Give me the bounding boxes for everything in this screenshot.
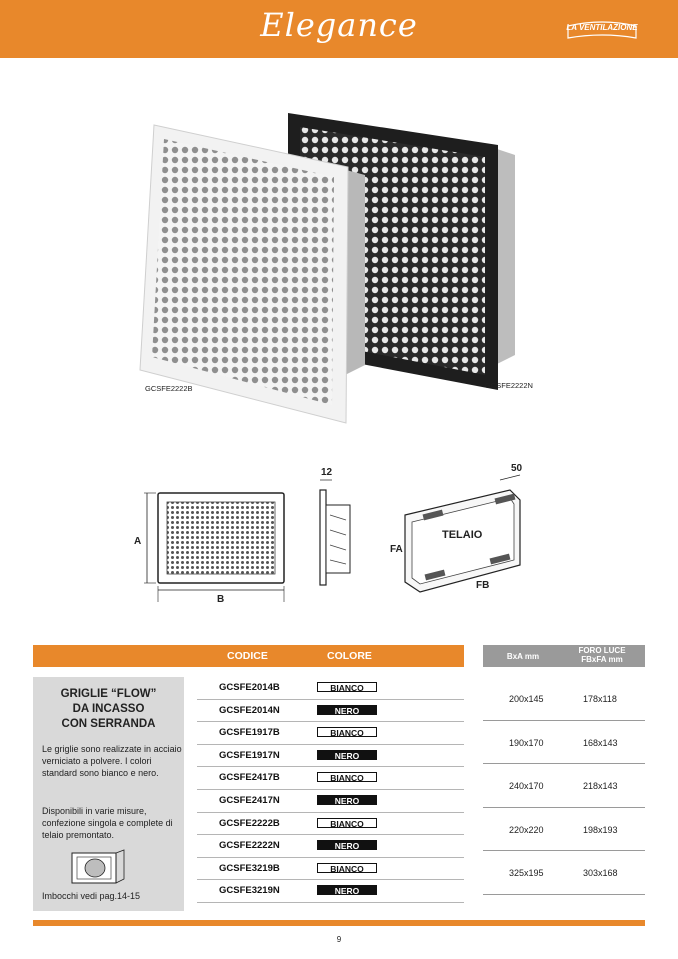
row-color-badge: BIANCO: [317, 727, 377, 737]
product-description-1: Le griglie sono realizzate in acciaio verniciato a polvere. I colori standard sono bianco e nero.: [42, 744, 182, 779]
row-code: GCSFE2417N: [219, 794, 280, 806]
table-row: [197, 767, 464, 790]
dimensions-header: [483, 645, 645, 667]
page-number: 9: [336, 935, 342, 944]
row-foro: 178x118: [583, 694, 617, 704]
table-row: [197, 790, 464, 813]
header-bar: [0, 0, 678, 58]
header-foro-1: FORO LUCE: [578, 646, 626, 655]
row-bxa: 325x195: [509, 868, 544, 879]
label-telaio: TELAIO: [442, 529, 483, 541]
product-footnote: Imbocchi vedi pag.14-15: [42, 891, 141, 901]
table-row: [483, 764, 645, 808]
table-header: [33, 645, 464, 667]
row-code: GCSFE2222B: [219, 817, 280, 829]
table-row: [197, 835, 464, 858]
spigot-icon: [69, 847, 129, 887]
white-grille: [140, 125, 365, 423]
table-row: [197, 722, 464, 745]
brand-logo: [566, 20, 638, 42]
label-a: A: [134, 536, 142, 547]
caption-white-grille: GCSFE2222B: [145, 384, 193, 393]
table-row: [197, 677, 464, 700]
frame-diagram: [390, 463, 523, 592]
row-bxa: 190x170: [509, 737, 544, 748]
table-row: [197, 813, 464, 836]
table-row: [483, 808, 645, 852]
header-foro-2: FBxFA mm: [581, 655, 623, 664]
row-code: GCSFE1917N: [219, 749, 280, 761]
row-code: GCSFE2014B: [219, 682, 280, 693]
label-fa: FA: [390, 544, 403, 555]
table-row: [197, 700, 464, 723]
row-code: GCSFE2417B: [219, 772, 280, 784]
row-bxa: 200x145: [509, 694, 544, 704]
row-foro: 303x168: [583, 868, 618, 879]
row-code: GCSFE3219B: [219, 862, 280, 874]
header-bxa: BxA mm: [506, 652, 540, 661]
row-color-badge: NERO: [317, 705, 377, 715]
product-title: [33, 687, 184, 732]
product-description-panel: [33, 677, 184, 911]
row-foro: 198x193: [583, 824, 618, 835]
table-row: [197, 880, 464, 903]
footer-bar: [33, 920, 645, 926]
row-color-badge: NERO: [317, 840, 377, 850]
side-view-diagram: [320, 467, 350, 585]
row-color-badge: BIANCO: [317, 863, 377, 873]
row-color-badge: NERO: [317, 795, 377, 805]
logo-text: LA VENTILAZIONE: [566, 23, 638, 32]
row-bxa: 240x170: [509, 781, 544, 792]
table-row: [483, 851, 645, 895]
product-title-line-2: DA INCASSO: [72, 703, 145, 715]
row-code: GCSFE2222N: [219, 840, 280, 852]
table-row: [197, 745, 464, 768]
product-title-line-1: GRIGLIE “FLOW”: [60, 688, 157, 700]
codes-table: [197, 677, 464, 903]
label-fb: FB: [476, 580, 490, 591]
header-code: CODICE: [227, 650, 268, 662]
caption-black-grille: GCSFE2222N: [485, 381, 533, 390]
table-row: [483, 721, 645, 765]
row-color-badge: NERO: [317, 885, 377, 895]
label-frame-depth: 50: [511, 463, 523, 474]
technical-diagrams: [120, 460, 550, 610]
table-row: [197, 858, 464, 881]
row-code: GCSFE2014N: [219, 704, 280, 716]
row-code: GCSFE1917B: [219, 727, 280, 739]
row-code: GCSFE3219N: [219, 885, 280, 897]
page-title: Elegance: [260, 6, 418, 44]
dimensions-table: [483, 677, 645, 895]
header-color: COLORE: [327, 650, 372, 662]
product-photo: [120, 105, 540, 425]
row-color-badge: BIANCO: [317, 682, 377, 692]
front-view-diagram: [134, 493, 284, 605]
label-b: B: [217, 594, 225, 605]
label-depth: 12: [321, 467, 333, 478]
product-title-line-3: CON SERRANDA: [61, 718, 156, 730]
row-foro: 168x143: [583, 737, 618, 748]
table-row: [483, 677, 645, 721]
row-bxa: 220x220: [509, 824, 544, 835]
row-color-badge: BIANCO: [317, 772, 377, 782]
row-color-badge: NERO: [317, 750, 377, 760]
row-foro: 218x143: [583, 781, 618, 792]
product-description-2: Disponibili in varie misure, confezione singola e complete di telaio premontato.: [42, 806, 173, 841]
row-color-badge: BIANCO: [317, 818, 377, 828]
